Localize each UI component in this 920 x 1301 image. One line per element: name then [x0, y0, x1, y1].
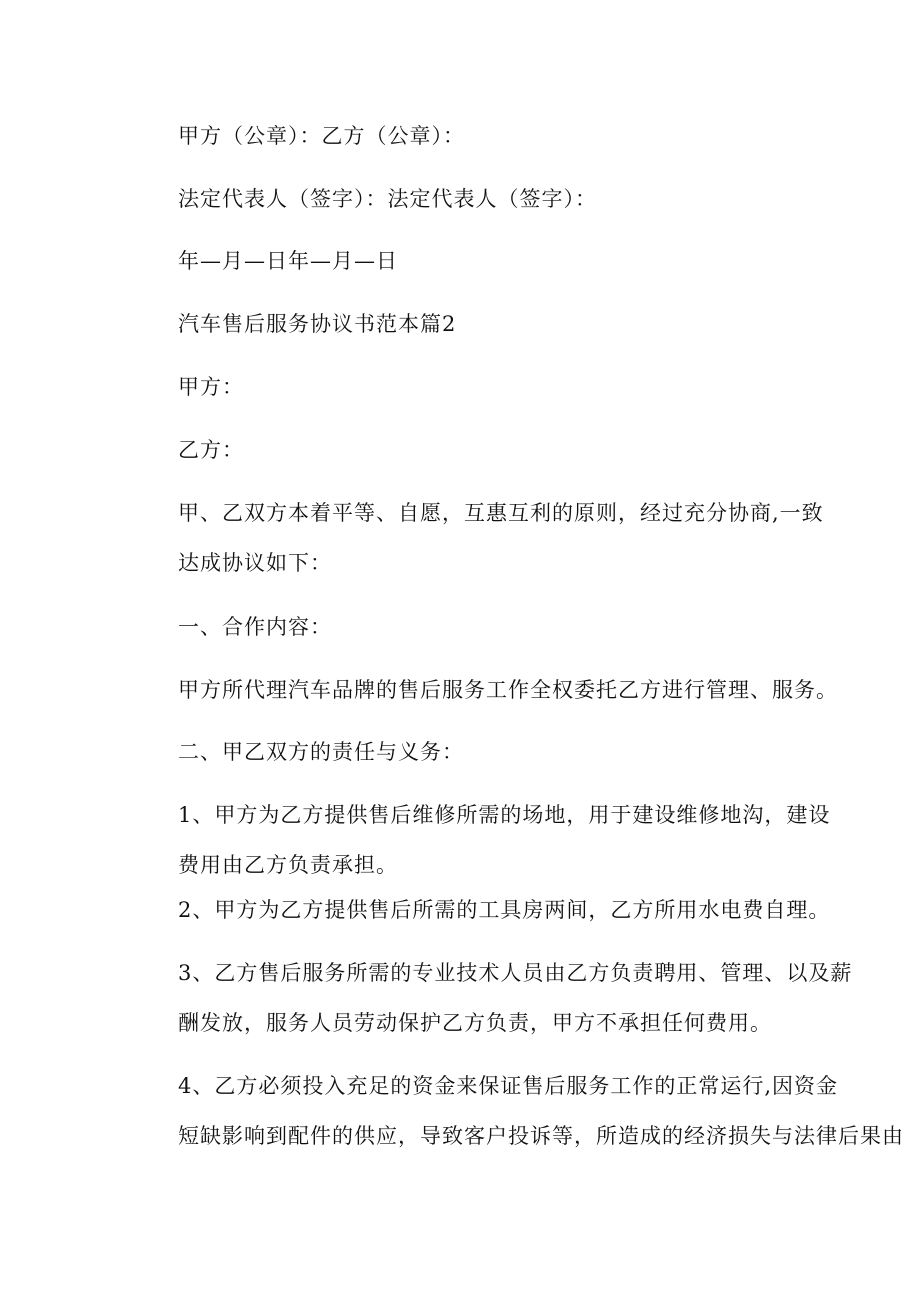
signature-line-representative: 法定代表人（签字）：法定代表人（签字）：	[178, 187, 597, 211]
paragraph-preamble-line-1: 甲、乙双方本着平等、自愿，互惠互利的原则，经过充分协商,一致	[178, 501, 824, 525]
heading-cooperation: 一、合作内容：	[178, 615, 332, 639]
clause-3-line-2: 酬发放，服务人员劳动保护乙方负责，甲方不承担任何费用。	[178, 1011, 772, 1035]
clause-1-line-2: 费用由乙方负责承担。	[178, 853, 398, 877]
section-title: 汽车售后服务协议书范本篇2	[178, 312, 457, 336]
clause-2: 2、甲方为乙方提供售后所需的工具房两间，乙方所用水电费自理。	[178, 898, 831, 922]
heading-responsibilities: 二、甲乙双方的责任与义务：	[178, 740, 464, 764]
clause-1-line-1: 1、甲方为乙方提供售后维修所需的场地，用于建设维修地沟，建设	[178, 803, 831, 827]
party-a-line: 甲方：	[178, 375, 244, 399]
clause-3-line-1: 3、乙方售后服务所需的专业技术人员由乙方负责聘用、管理、以及薪	[178, 961, 853, 985]
paragraph-preamble-line-2: 达成协议如下：	[178, 551, 332, 575]
party-b-line: 乙方：	[178, 438, 244, 462]
clause-4-line-2: 短缺影响到配件的供应，导致客户投诉等，所造成的经济损失与法律后果由	[178, 1124, 904, 1148]
clause-4-line-1: 4、乙方必须投入充足的资金来保证售后服务工作的正常运行,因资金	[178, 1074, 839, 1098]
signature-line-date: 年—月—日年—月—日	[178, 249, 398, 273]
signature-line-seal: 甲方（公章）：乙方（公章）：	[178, 124, 465, 148]
paragraph-cooperation: 甲方所代理汽车品牌的售后服务工作全权委托乙方进行管理、服务。	[178, 678, 838, 702]
